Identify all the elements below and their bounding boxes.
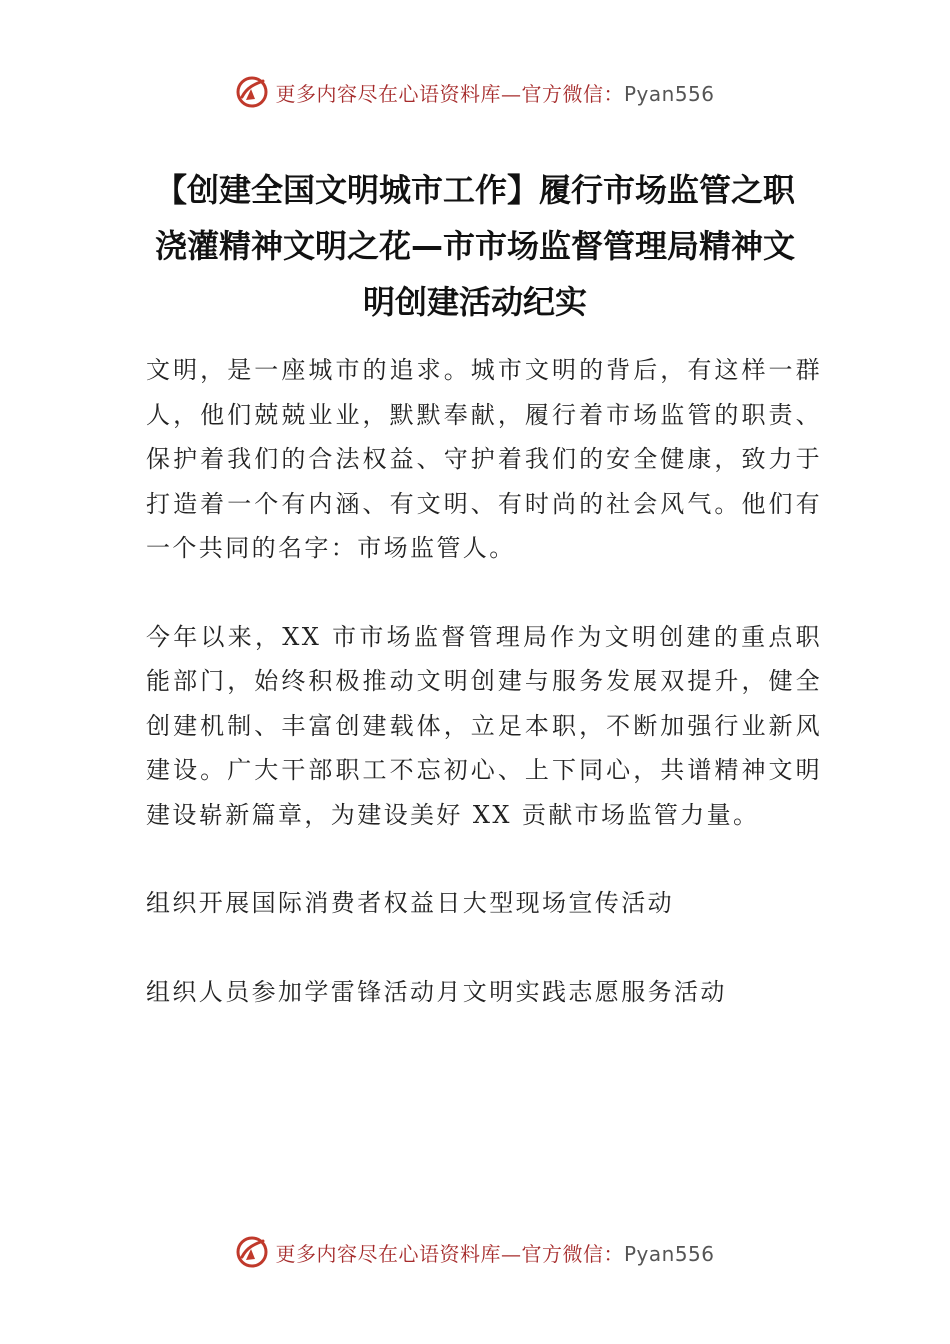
paragraph-activity-1: 组织开展国际消费者权益日大型现场宣传活动: [146, 889, 674, 917]
banner-main-text: 更多内容尽在心语资料库—官方微信：: [275, 81, 624, 106]
paragraph-intro: 文明，是一座城市的追求。城市文明的背后，有这样一群人，他们兢兢业业，默默奉献，履行着市场监管的职责、保护着我们的合法权益、守护着我们的安全健康，致力于打造着一个有内涵、有文明、有时尚的社会风气。他们有一个共同的名字：市场监管人。: [146, 356, 822, 562]
header-banner: [0, 72, 950, 112]
paragraph-overview: 今年以来，XX 市市场监督管理局作为文明创建的重点职能部门，始终积极推动文明创建与服务发展双提升，健全创建机制、丰富创建载体，立足本职，不断加强行业新风建设。广大干部职工不忘初心、上下同心，共谱精神文明建设崭新篇章，为建设美好 XX 贡献市场监管力量。: [146, 622, 822, 829]
banner-text: [275, 78, 714, 107]
document-body: [146, 348, 822, 1058]
banner-text: [275, 1238, 714, 1267]
footer-banner: [0, 1232, 950, 1272]
banner-main-text: 更多内容尽在心语资料库—官方微信：: [275, 1241, 624, 1266]
paragraph-activity-2: 组织人员参加学雷锋活动月文明实践志愿服务活动: [146, 977, 727, 1006]
banner-wechat-id: Pyan556: [623, 1241, 715, 1266]
document-title: 【创建全国文明城市工作】履行市场监管之职 浇灌精神文明之花—市市场监督管理局精神文明创建活动纪实: [154, 171, 795, 321]
banner-wechat-id: Pyan556: [623, 81, 715, 106]
brush-logo-icon: [235, 75, 269, 109]
brush-logo-icon: [235, 1235, 269, 1269]
